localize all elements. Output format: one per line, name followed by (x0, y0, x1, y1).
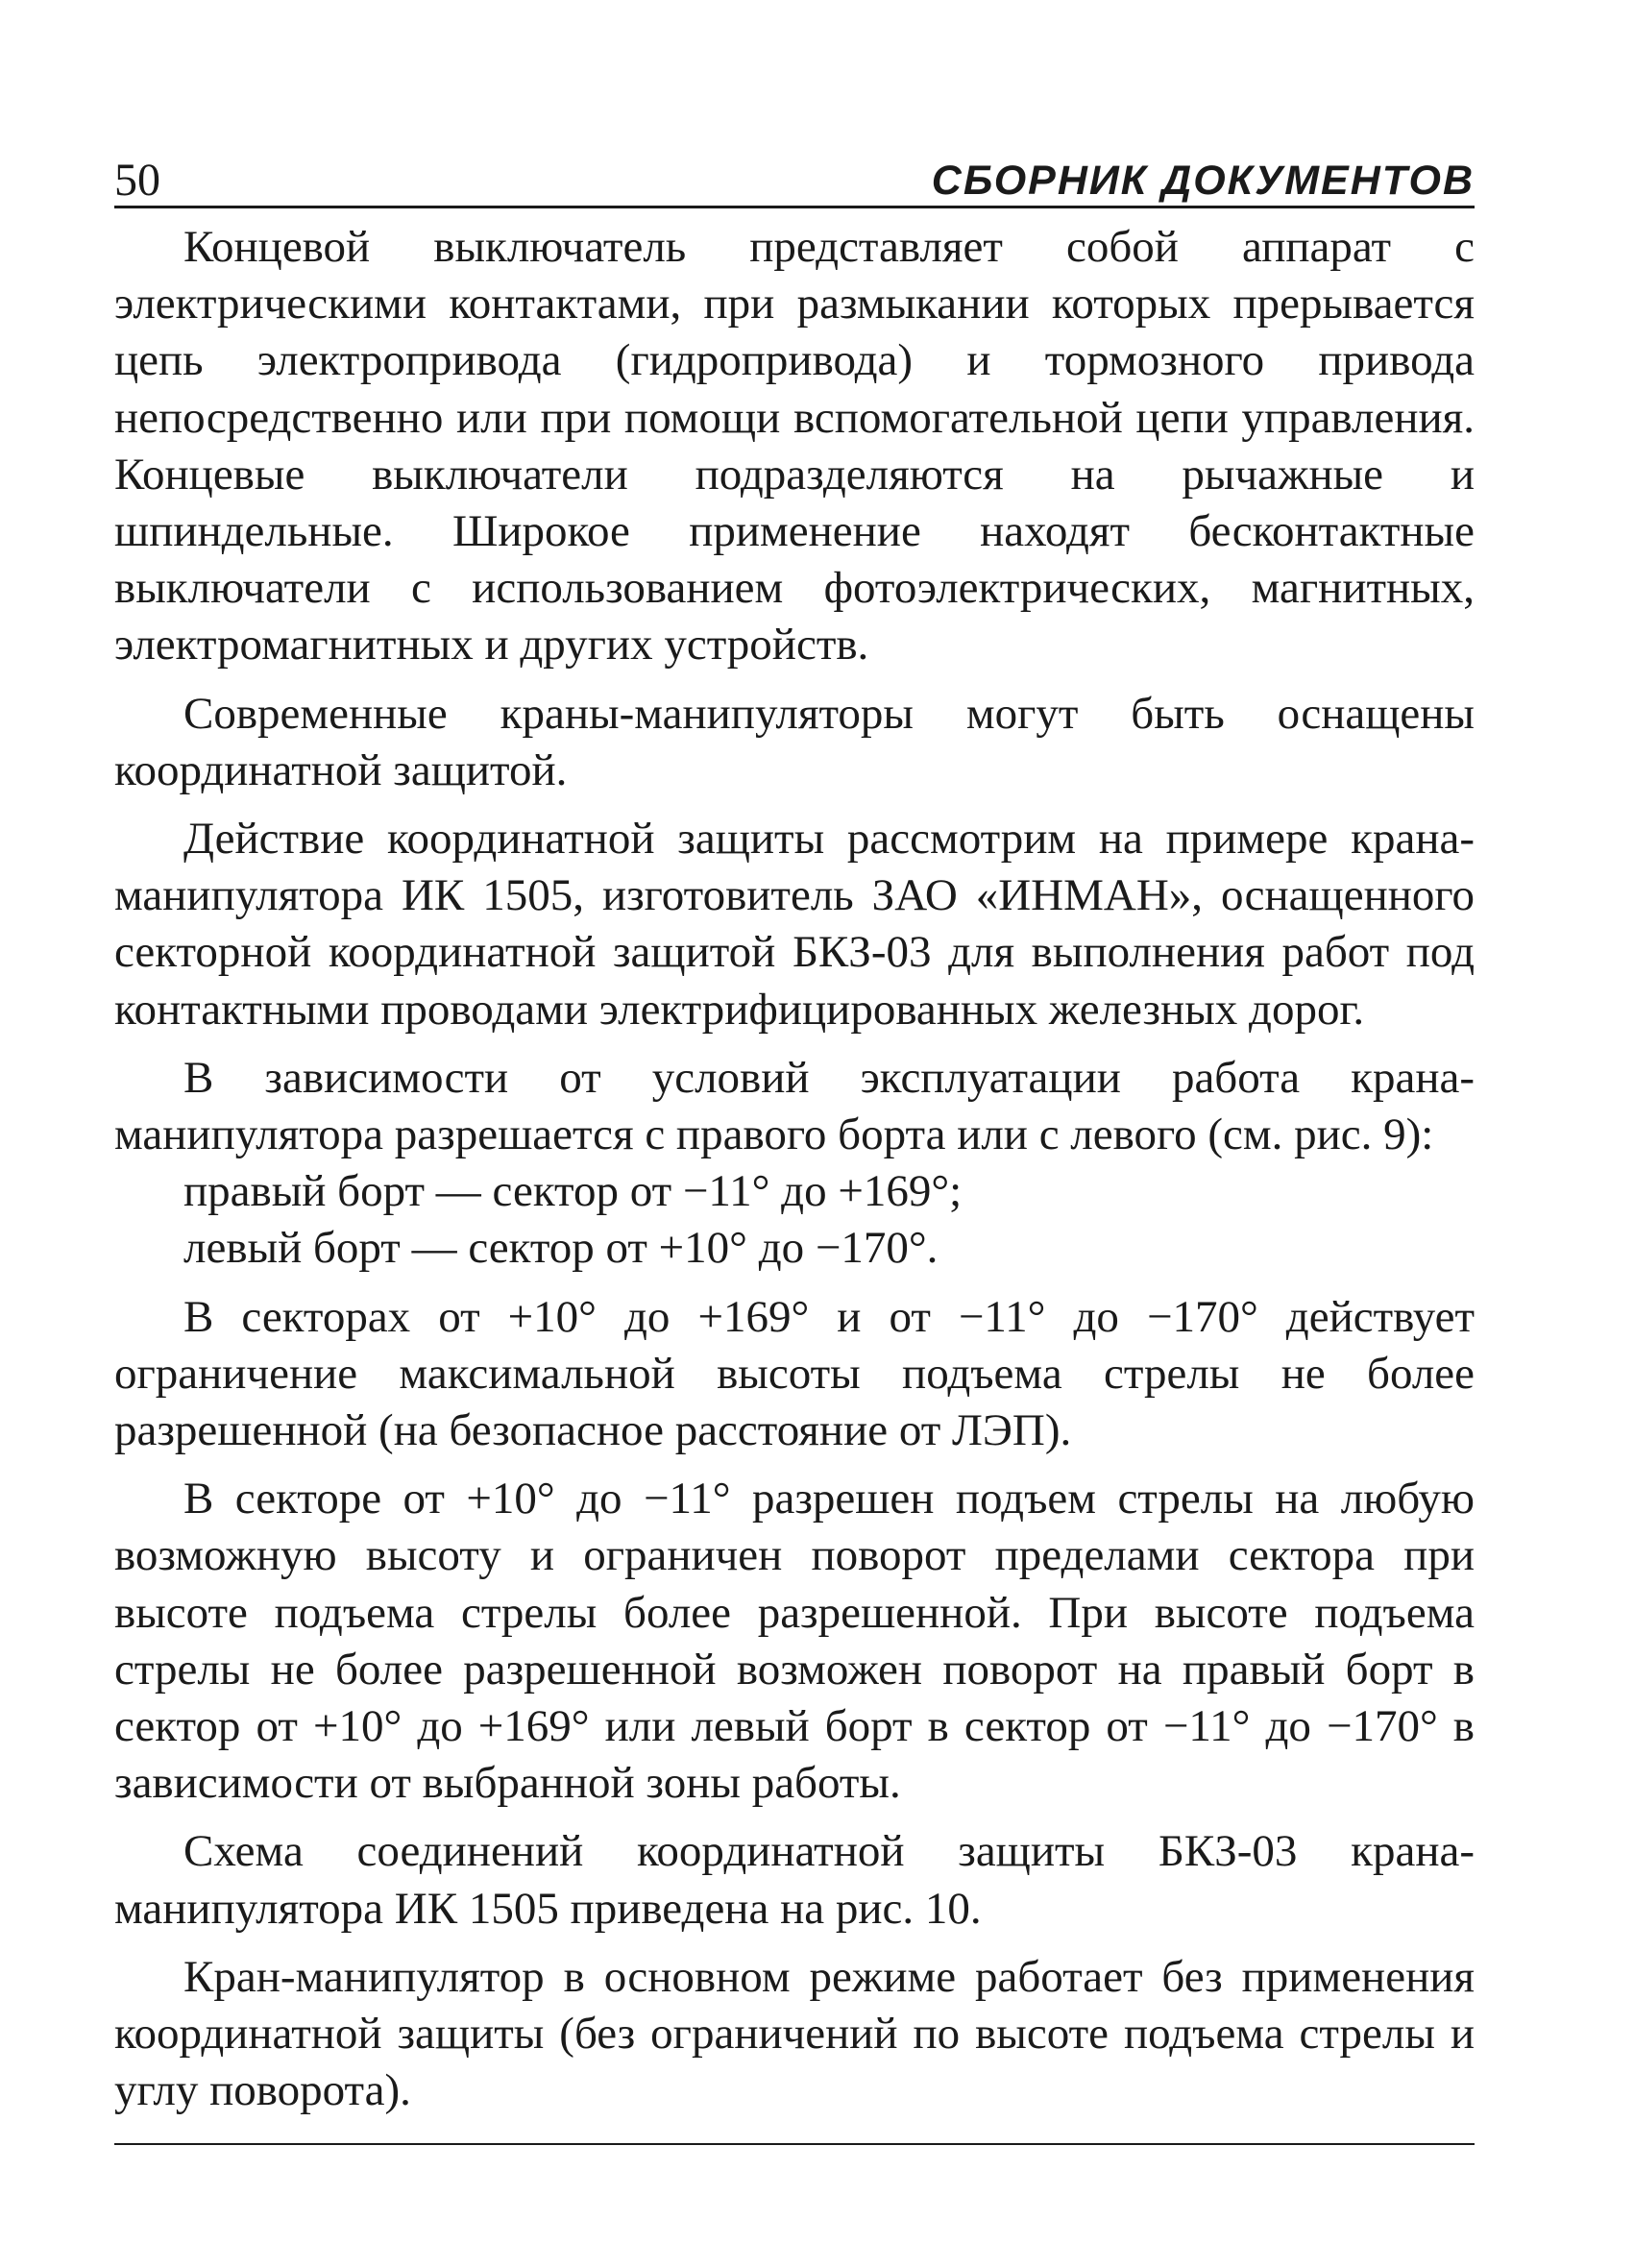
page-header (114, 144, 1475, 206)
list-item-left-side: левый борт — сектор от +10° до −170°. (183, 1223, 939, 1274)
page-number: 50 (114, 155, 160, 206)
paragraph-wiring-scheme: Схема соединений координатной защиты БКЗ-03 крана-манипулятора ИК 1505 приведена на рис. 10. (114, 1826, 1475, 1934)
body-text (114, 219, 1475, 2132)
paragraph-sector-rotation: В секторе от +10° до −11° разрешен подъем стрелы на любую возможную высоту и ограничен поворот пределами сектора при высоте подъема стрелы более разрешенной. При высоте подъема стрелы не более разрешенной возможен поворот на правый борт в сектор от +10° до +169° или левый борт в сектор от −11° до −170° в зависимости от выбранной зоны работы. (114, 1474, 1475, 1809)
paragraph-main-mode: Кран-манипулятор в основном режиме работает без применения координатной защиты (без ограничений по высоте подъема стрелы и углу поворота). (114, 1951, 1475, 2116)
paragraph-height-limit: В секторах от +10° до +169° и от −11° до −170° действует ограничение максимальной высоты подъема стрелы не более разрешенной (на безопасное расстояние от ЛЭП). (114, 1291, 1475, 1456)
list-item-right-side: правый борт — сектор от −11° до +169°; (183, 1166, 963, 1217)
paragraph-protection-example: Действие координатной защиты рассмотрим на примере крана-манипулятора ИК 1505, изготовитель ЗАО «ИНМАН», оснащенного секторной координатной защитой БКЗ-03 для выполнения работ под контактными проводами электрифицированных железных дорог. (114, 814, 1475, 1035)
header-rule (114, 206, 1475, 208)
running-title: СБОРНИК ДОКУМЕНТОВ (931, 158, 1475, 204)
paragraph-operating-conditions: В зависимости от условий эксплуатации работа крана-манипулятора разрешается с правого борта или с левого (см. рис. 9): (114, 1052, 1475, 1160)
paragraph-modern-cranes: Современные краны-манипуляторы могут быть оснащены координатной защитой. (114, 688, 1475, 795)
paragraph-limit-switch: Концевой выключатель представляет собой аппарат с электрическими контактами, при размыкании которых прерывается цепь электропривода (гидропривода) и тормозного привода непосредственно или при помощи вспомогательной цепи управления. Концевые выключатели подразделяются на рычажные и шпиндельные. Широкое применение находят бесконтактные выключатели с использованием фотоэлектрических, магнитных, электромагнитных и других устройств. (114, 222, 1475, 671)
footer-rule (114, 2143, 1475, 2145)
